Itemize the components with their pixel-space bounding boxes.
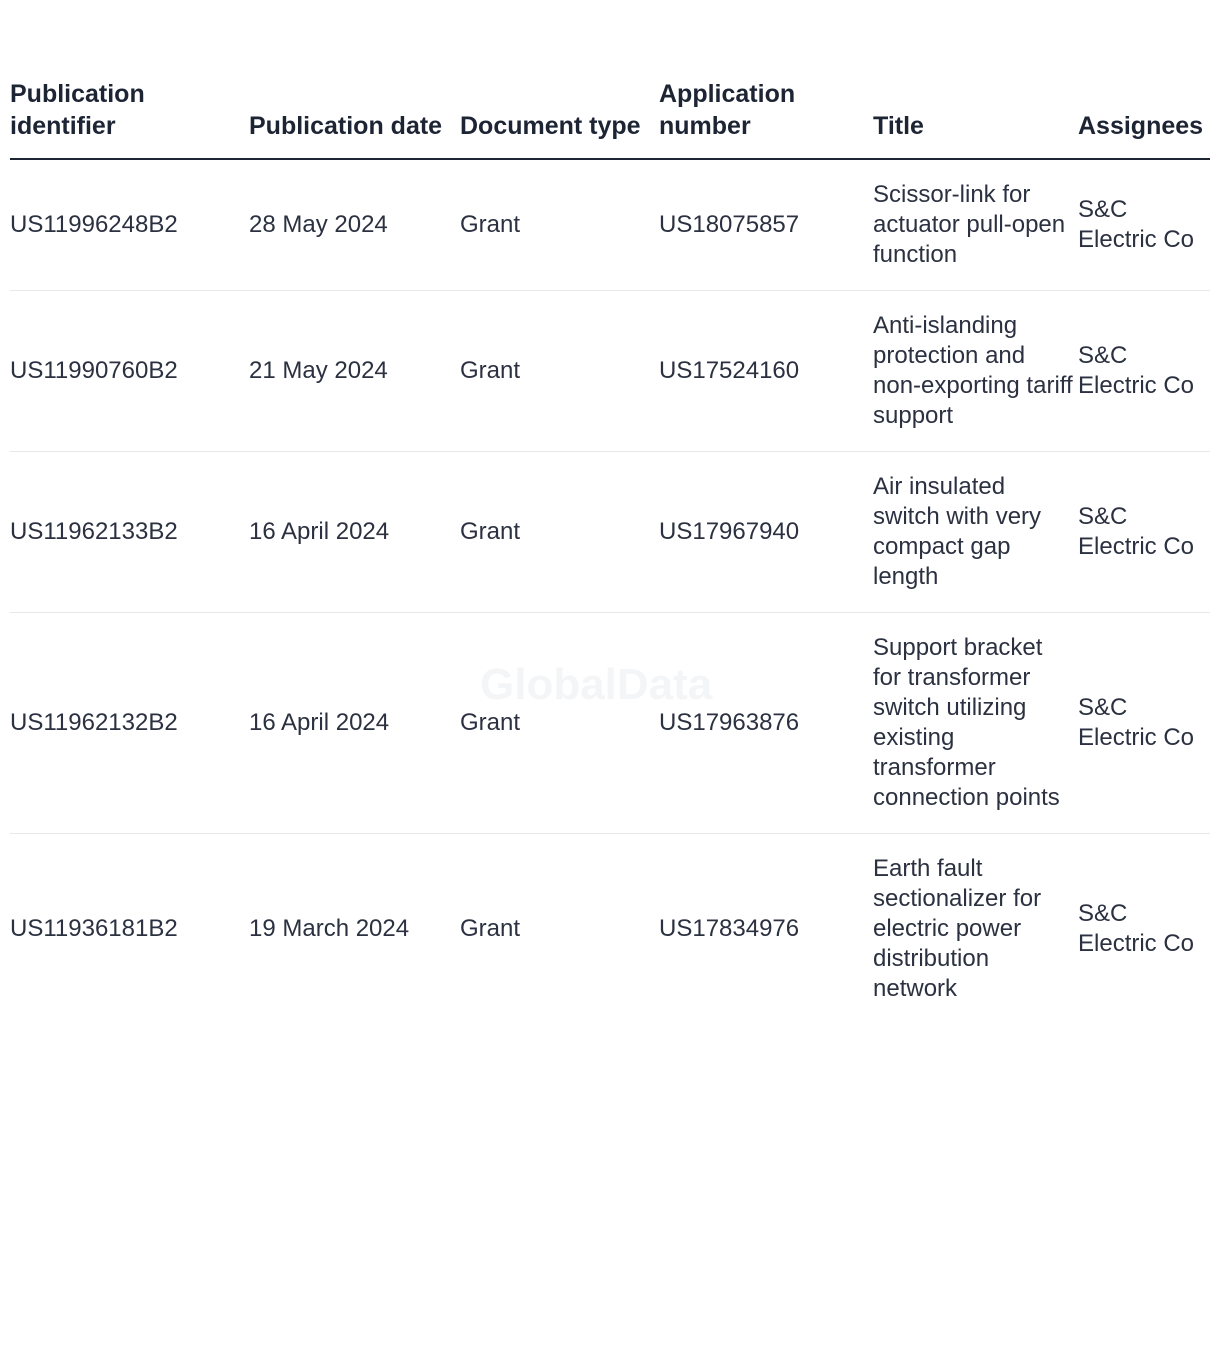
header-application-number: Application number (659, 78, 873, 159)
cell-publication-identifier: US11962133B2 (10, 452, 249, 613)
table-row (10, 159, 1210, 291)
table-body (10, 159, 1210, 1024)
cell-title: Air insulated switch with very compact gap length (873, 452, 1078, 613)
cell-publication-date: 19 March 2024 (249, 915, 410, 942)
cell-publication-identifier: US11990760B2 (10, 291, 249, 452)
table-row (10, 452, 1210, 613)
header-row (10, 78, 1210, 159)
cell-publication-date: 28 May 2024 (249, 159, 460, 291)
cell-document-type: Grant (460, 915, 521, 942)
cell-publication-identifier: US11936181B2 (10, 915, 178, 942)
cell-assignees: S&C Electric Co (1078, 452, 1210, 613)
cell-document-type: Grant (460, 613, 659, 834)
cell-title: Anti-islanding protection and non-exporting tariff support (873, 291, 1078, 452)
cell-application-number: US17967940 (659, 452, 873, 613)
cell-assignees: S&C Electric Co (1078, 613, 1210, 834)
header-document-type: Document type (460, 78, 659, 159)
cell-publication-identifier: US11962132B2 (10, 613, 249, 834)
cell-title: Scissor-link for actuator pull-open function (873, 159, 1078, 291)
cell-publication-date: 16 April 2024 (249, 452, 460, 613)
cell-title: Support bracket for transformer switch utilizing existing transformer connection points (873, 613, 1078, 834)
cell-publication-date: 16 April 2024 (249, 613, 460, 834)
cell-title: Earth fault sectionalizer for electric power distribution network (873, 855, 1042, 1002)
header-publication-identifier: Publication identifier (10, 78, 249, 159)
cell-application-number: US18075857 (659, 159, 873, 291)
header-assignees: Assignees (1078, 78, 1210, 159)
cell-publication-identifier: US11996248B2 (10, 159, 249, 291)
patents-table-container (10, 78, 1210, 1024)
header-publication-date: Publication date (249, 78, 460, 159)
watermark: GlobalData (480, 660, 713, 709)
header-title: Title (873, 78, 1078, 159)
cell-application-number: US17963876 (659, 613, 873, 834)
cell-document-type: Grant (460, 291, 659, 452)
cell-assignees: S&C Electric Co (1078, 159, 1210, 291)
table-row (10, 291, 1210, 452)
patents-table (10, 78, 1210, 1024)
cell-assignees: S&C Electric Co (1078, 291, 1210, 452)
table-row (10, 834, 1210, 1025)
cell-document-type: Grant (460, 159, 659, 291)
cell-assignees: S&C Electric Co (1078, 900, 1195, 957)
table-header (10, 78, 1210, 159)
cell-document-type: Grant (460, 452, 659, 613)
table-row (10, 613, 1210, 834)
cell-application-number: US17834976 (659, 915, 800, 942)
cell-publication-date: 21 May 2024 (249, 291, 460, 452)
cell-application-number: US17524160 (659, 291, 873, 452)
